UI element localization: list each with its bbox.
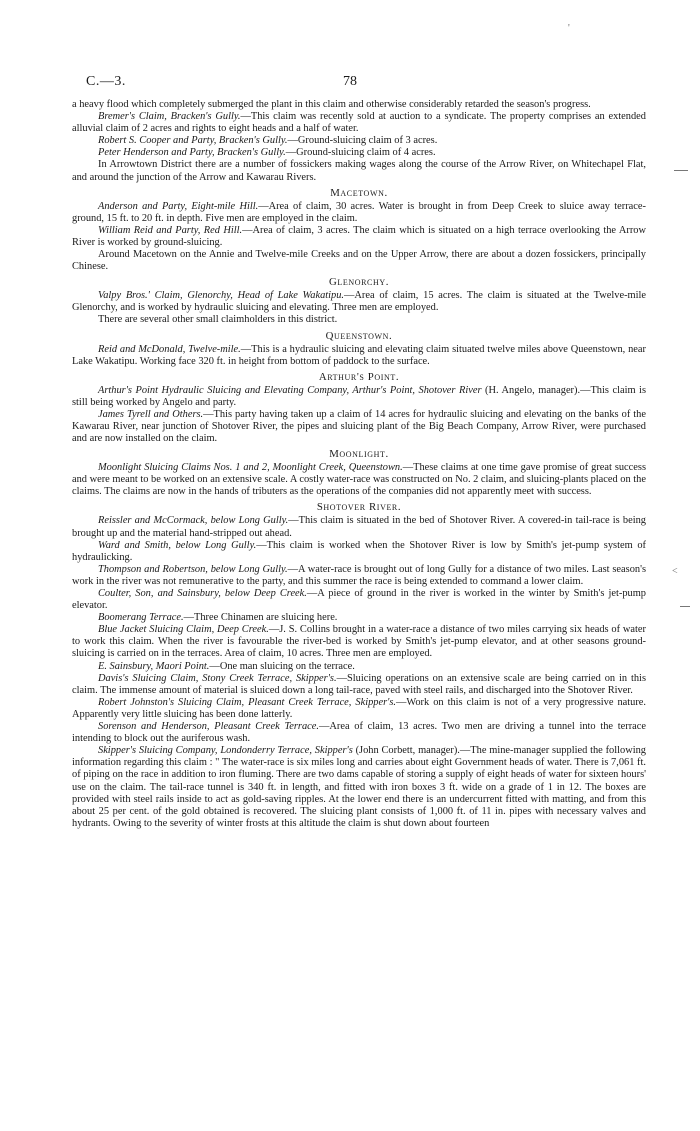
claim-title: Robert S. Cooper and Party, Bracken's Gully. — [98, 135, 288, 147]
paragraph — [72, 745, 646, 830]
paragraph — [72, 249, 646, 273]
paragraph — [72, 344, 646, 368]
paragraph — [72, 225, 646, 249]
paragraph — [72, 462, 646, 498]
paragraph-text: —Area of claim, 3 acres. The claim which is situated on a high terrace overlooking the Arrow River is worked by ground-sluicing. — [72, 224, 647, 248]
paragraph-text: —Ground-sluicing claim of 4 acres. — [285, 147, 436, 159]
margin-mark: ˂ — [672, 566, 678, 577]
section-heading: Shotover River. — [316, 501, 402, 514]
paragraph-text: —Area of claim, 13 acres. Two men are driving a tunnel into the terrace intending to block out the auriferous wash. — [72, 721, 646, 745]
section-heading: Glenorchy. — [328, 276, 390, 289]
paragraph — [72, 99, 646, 111]
paragraph-text: —Area of claim, 15 acres. The claim is situated at the Twelve-mile Glenorchy, and is worked by hydraulic sluicing and elevating. Three men are employed. — [72, 290, 646, 314]
paragraph-text: —This claim is worked when the Shotover River is low by Smith's jet-pump system of hydraulicking. — [72, 539, 646, 563]
claim-title: James Tyrell and Others. — [98, 408, 204, 420]
claim-title: Anderson and Party, Eight-mile Hill. — [98, 200, 259, 212]
document-body — [72, 99, 646, 830]
paragraph-text: —This claim was recently sold at auction to a syndicate. The property comprises an extended alluvial claim of 2 acres and rights to eight heads and a half of water. — [72, 111, 646, 135]
paragraph — [72, 612, 646, 624]
paragraph — [72, 314, 646, 326]
paragraph — [72, 540, 646, 564]
paragraph-text: —Area of claim, 30 acres. Water is brought in from Deep Creek to sluice away terrace-ground, 15 ft. to 20 ft. in depth. Five men are employed in the claim. — [72, 200, 646, 224]
section-heading: Queenstown. — [325, 329, 393, 342]
claim-title: Valpy Bros.' Claim, Glenorchy, Head of Lake Wakatipu. — [98, 290, 345, 302]
claim-title: Reissler and McCormack, below Long Gully. — [98, 515, 289, 527]
paragraph-text: —One man sluicing on the terrace. — [209, 660, 355, 672]
paragraph — [72, 409, 646, 445]
paragraph-text: —These claims at one time gave promise of great success and were meant to be worked on an extensive scale. A costly water-race was constructed on No. 2 claim, and sluicing-plants placed on the claims. The claims are now in the hands of tributers as the operations of the companies did not apparently meet with success. — [72, 462, 646, 498]
paragraph-text: —This is a hydraulic sluicing and elevating claim situated twelve miles above Queenstown, near Lake Wakatipu. Working face 320 ft. in height from bottom of paddock to the surface. — [72, 343, 646, 367]
series-reference: C.—3. — [86, 74, 126, 89]
claim-title: Ward and Smith, below Long Gully. — [98, 539, 257, 551]
claim-title: Coulter, Son, and Sainsbury, below Deep Creek. — [98, 588, 307, 599]
paragraph — [72, 515, 646, 539]
claim-title: Robert Johnston's Sluicing Claim, Pleasant Creek Terrace, Skipper's. — [98, 696, 396, 708]
paragraph — [72, 721, 646, 745]
paragraph — [72, 661, 646, 673]
paragraph — [72, 159, 646, 183]
paragraph-text: —A water-race is brought out of long Gully for a distance of two miles. Last season's work in the river was not remunerative to the party, and this summer the race is being extended to command a lower claim. — [72, 563, 647, 587]
paragraph — [72, 588, 646, 612]
paragraph-text: —J. S. Collins brought in a water-race a distance of two miles carrying six heads of water to work this claim. When the river is favourable the river-bed is worked by Smith's jet-pump elevator, and at other seasons ground-sluicing is carried on in the terraces. Area of claim, 10 acres. Three men are employed. — [72, 624, 646, 660]
paragraph-text: Around Macetown on the Annie and Twelve-mile Creeks and on the Upper Arrow, there are about a dozen fossickers, principally Chinese. — [72, 249, 646, 273]
page-number: 78 — [343, 74, 357, 89]
claim-title: Bremer's Claim, Bracken's Gully. — [98, 111, 241, 123]
paragraph-text: —Ground-sluicing claim of 3 acres. — [287, 135, 438, 147]
paragraph-text: (H. Angelo, manager).—This claim is still being worked by Angelo and party. — [72, 384, 646, 408]
paragraph — [72, 135, 646, 147]
paragraph — [72, 111, 646, 135]
paragraph-text: (John Corbett, manager).—The mine-manager supplied the following information regarding this claim : " The water-race is six miles long and carries about eight Government heads of water. There is 7,061 ft. of piping on the race in addition to iron fluming. There are two dams capable of storing a supply of eight heads of water for sixteen hours' use on the claim. The tail-race tunnel is 340 ft. in length, and fitted with iron boxes 3 ft. wide on a grade of 1 in 12. The boxes are provided with steel rails inside to act as gold-saving ripples. At the lower end there is an undercurrent fitted with matting, and from this about 25 per cent. of the gold obtained is recovered. The sluicing plant consists of 1,000 ft. of 11 in. pipes with necessary valves and hydrants. Owing to the severity of winter frosts at this altitude the claim is shut down about fourteen — [72, 745, 646, 829]
paragraph-text: —This claim is situated in the bed of Shotover River. A covered-in tail-race is being brought up and the material hand-stripped out ahead. — [72, 515, 646, 539]
section-heading: Arthur's Point. — [318, 370, 400, 383]
claim-title: Boomerang Terrace. — [98, 612, 184, 624]
paragraph — [72, 385, 646, 409]
paragraph — [72, 564, 646, 588]
margin-mark — [680, 606, 690, 607]
claim-title: Sorenson and Henderson, Pleasant Creek Terrace. — [98, 721, 319, 733]
claim-title: Moonlight Sluicing Claims Nos. 1 and 2, Moonlight Creek, Queenstown. — [98, 462, 403, 474]
paragraph-text: —This party having taken up a claim of 14 acres for hydraulic sluicing and elevating on the banks of the Kawarau River, near junction of Shotover River, the pipes and sluicing plant of the Big Beach Company, Arrow River, were purchased and are now installed on the claim. — [72, 408, 646, 445]
paragraph — [72, 624, 646, 660]
paragraph-text: There are several other small claimholders in this district. — [98, 314, 338, 326]
claim-title: Skipper's Sluicing Company, Londonderry Terrace, Skipper's — [98, 745, 353, 757]
paragraph-text: —Sluicing operations on an extensive scale are being carried on in this claim. The immense amount of material is sluiced down a long tail-race, paved with steel rails, and discharged into the Shotover River. — [72, 672, 646, 696]
claim-title: Thompson and Robertson, below Long Gully. — [98, 563, 288, 575]
margin-mark — [674, 170, 688, 171]
paragraph — [72, 673, 646, 697]
paragraph-text: a heavy flood which completely submerged the plant in this claim and otherwise considerably retarded the season's progress. — [72, 99, 591, 110]
claim-title: Peter Henderson and Party, Bracken's Gully. — [98, 147, 286, 159]
paragraph-text: —Three Chinamen are sluicing here. — [183, 612, 338, 624]
claim-title: Davis's Sluicing Claim, Stony Creek Terrace, Skipper's. — [98, 672, 337, 684]
paragraph-text: —A piece of ground in the river is worked in the winter by Smith's jet-pump elevator. — [72, 588, 646, 612]
paragraph — [72, 290, 646, 314]
claim-title: Reid and McDonald, Twelve-mile. — [98, 343, 241, 355]
paragraph — [72, 201, 646, 225]
claim-title: E. Sainsbury, Maori Point. — [98, 660, 210, 672]
paragraph-text: In Arrowtown District there are a number of fossickers making wages along the course of the Arrow River, on Whitechapel Flat, and around the junction of the Arrow and Kawarau Rivers. — [72, 159, 646, 183]
section-heading: Macetown. — [330, 186, 388, 199]
claim-title: Arthur's Point Hydraulic Sluicing and Elevating Company, Arthur's Point, Shotover River — [98, 384, 482, 396]
paragraph-text: —Work on this claim is not of a very progressive nature. Apparently very little sluicing has been done latterly. — [72, 696, 647, 720]
claim-title: Blue Jacket Sluicing Claim, Deep Creek. — [98, 624, 269, 636]
page-header — [86, 74, 614, 90]
margin-mark: ' — [568, 23, 570, 34]
paragraph — [72, 697, 646, 721]
section-heading: Moonlight. — [329, 448, 389, 461]
claim-title: William Reid and Party, Red Hill. — [98, 224, 243, 236]
paragraph — [72, 147, 646, 159]
